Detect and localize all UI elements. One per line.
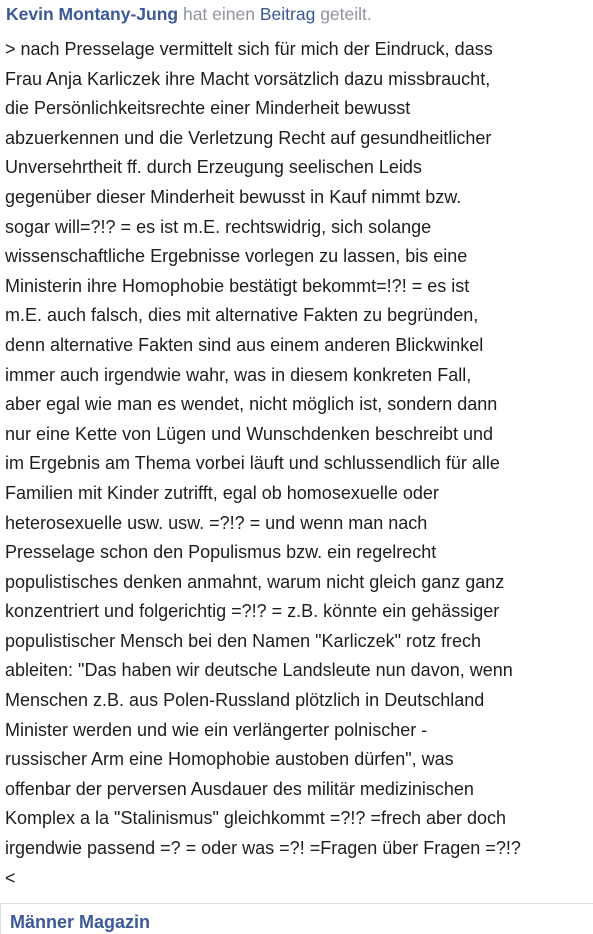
shared-post-link[interactable]: Beitrag [259, 4, 316, 24]
post-text-line: sogar will=?!? = es ist m.E. rechtswidrig, sich solange [5, 216, 432, 237]
action-text-prefix: hat einen [182, 4, 255, 24]
post-text-line: irgendwie passend =? = oder was =?! =Fragen über Fragen =?!? [5, 838, 521, 859]
shared-content-card[interactable] [0, 903, 593, 934]
post-text-line: populistischer Mensch bei den Namen "Karliczek" rotz frech [5, 630, 481, 651]
post-text-line: Menschen z.B. aus Polen-Russland plötzlich in Deutschland [5, 690, 485, 711]
post-text-line: > nach Presselage vermittelt sich für mich der Eindruck, dass [5, 39, 493, 59]
post-text-line: immer auch irgendwie wahr, was in diesem konkreten Fall, [5, 364, 472, 385]
post-text-line: < [5, 867, 16, 888]
action-text-suffix: geteilt. [320, 4, 372, 24]
post-text-line: die Persönlichkeitsrechte einer Minderheit bewusst [5, 98, 411, 119]
post-text-line: ableiten: "Das haben wir deutsche Landsleute nun davon, wenn [5, 660, 513, 681]
post-text-line: russischer Arm eine Homophobie austoben dürfen", was [5, 749, 454, 770]
shared-page-name-link[interactable]: Männer Magazin [10, 912, 151, 932]
post-text-line: populistisches denken anmahnt, warum nicht gleich ganz ganz [5, 571, 505, 592]
post-text-line: heterosexuelle usw. usw. =?!? = und wenn man nach [5, 512, 428, 533]
post-text-line: abzuerkennen und die Verletzung Recht auf gesundheitlicher [5, 127, 492, 148]
post-text-line: Unversehrtheit ff. durch Erzeugung seelischen Leids [5, 157, 422, 178]
post-text-line: offenbar der perversen Ausdauer des militär medizinischen [5, 778, 474, 799]
post-text-line: denn alternative Fakten sind aus einem anderen Blickwinkel [5, 334, 484, 355]
post-text-line: im Ergebnis am Thema vorbei läuft und schlussendlich für alle [5, 453, 500, 474]
post-text-line: m.E. auch falsch, dies mit alternative Fakten zu begründen, [5, 305, 479, 326]
post-text-line: Ministerin ihre Homophobie bestätigt bekommt=!?! = es ist [5, 275, 470, 296]
post-text-line: aber egal wie man es wendet, nicht möglich ist, sondern dann [5, 394, 498, 415]
post-header [6, 3, 586, 25]
post-text-line: Frau Anja Karliczek ihre Macht vorsätzlich dazu missbraucht, [5, 68, 491, 89]
post-text-line: Komplex a la "Stalinismus" gleichkommt =?!? =frech aber doch [5, 808, 507, 829]
post-text-line: wissenschaftliche Ergebnisse vorlegen zu lassen, bis eine [5, 246, 468, 267]
post-text-line: Familien mit Kinder zutrifft, egal ob homosexuelle oder [5, 482, 439, 503]
post-text-line: nur eine Kette von Lügen und Wunschdenken beschreibt und [5, 423, 494, 444]
author-name-link[interactable]: Kevin Montany-Jung [6, 4, 179, 24]
post-text-line: gegenüber dieser Minderheit bewusst in Kauf nimmt bzw. [5, 186, 462, 207]
post-text-line: konzentriert und folgerichtig =?!? = z.B. könnte ein gehässiger [5, 601, 500, 622]
post-text-line: Presselage schon den Populismus bzw. ein regelrecht [5, 542, 437, 563]
post-text-line: Minister werden und wie ein verlängerter polnischer - [5, 719, 428, 740]
post-body-text [5, 35, 590, 893]
